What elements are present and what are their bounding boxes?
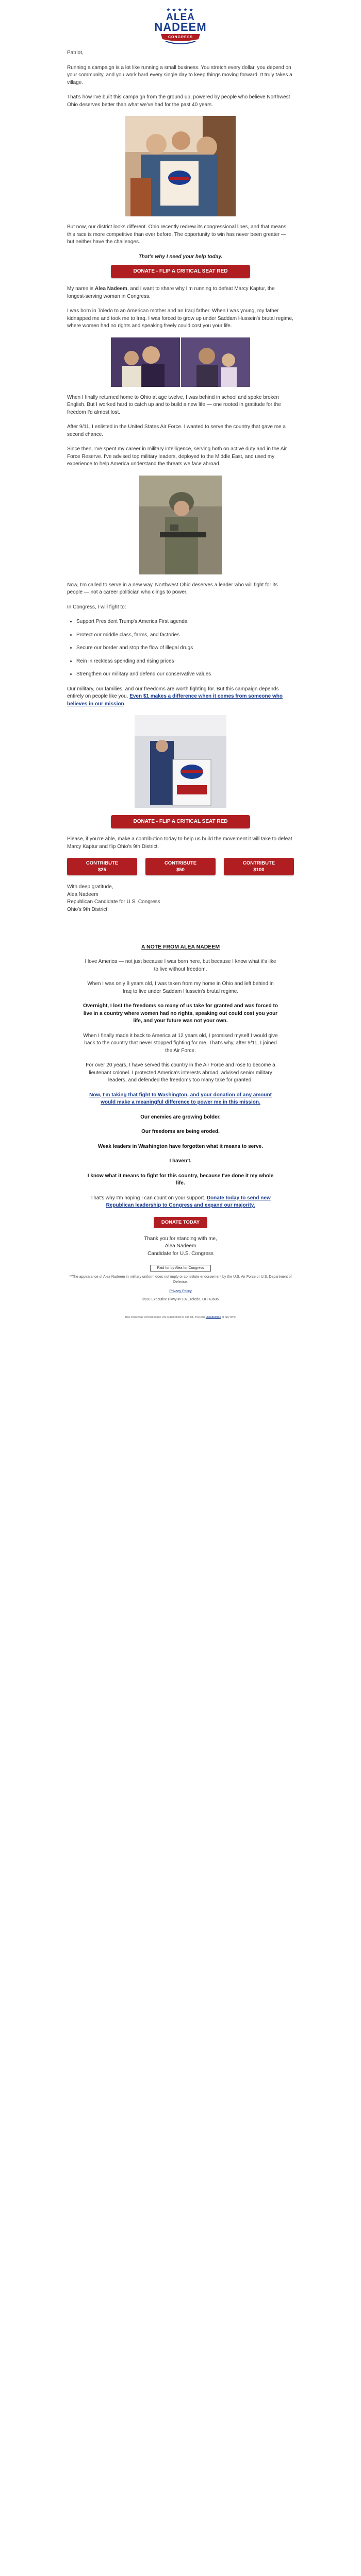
story-paragraph-6: Now, I'm called to serve in a new way. Northwest Ohio deserves a leader who will fight for its people — not a career politician who clings to power. — [67, 582, 278, 595]
story-paragraph-3: When I finally returned home to Ohio at age twelve, I was behind in school and spoke broken English. But I worked hard to catch up and to build a new life — one rooted in gratitude for the freedom I'd almost lost. — [67, 394, 281, 415]
goal-item: • Rein in reckless spending and rising prices — [76, 658, 294, 666]
note-paragraph: I know what it means to fight for this country, because I've done it my whole life. — [87, 1173, 274, 1187]
note-paragraph: Our freedoms are being eroded. — [141, 1129, 220, 1135]
signature-block — [67, 884, 294, 913]
note-paragraph: When I finally made it back to America at 12 years old, I promised myself I would give back to the country that never stopped fighting for me. That's why, after 9/11, I joined the Air Force. — [83, 1032, 278, 1054]
note-section — [83, 958, 278, 1258]
donate-flip-seat-button-2[interactable]: DONATE - FLIP A CRITICAL SEAT RED — [111, 815, 250, 828]
paid-for-box: Paid for by Alea for Congress — [150, 1265, 211, 1272]
even-one-dollar-link[interactable]: Even $1 makes a difference when it comes from someone who believes in our mission — [67, 693, 283, 707]
campaign-booth-photo — [135, 715, 226, 808]
note-heading: A NOTE FROM ALEA NADEEM — [141, 944, 220, 950]
note-paragraph: Our enemies are growing bolder. — [140, 1114, 221, 1120]
signature-line-3: Republican Candidate for U.S. Congress — [67, 899, 160, 905]
privacy-policy-link[interactable]: Privacy Policy — [169, 1290, 192, 1294]
family-photo — [125, 116, 236, 216]
note-paragraph: I haven't. — [169, 1158, 192, 1164]
story-paragraph-2: I was born in Toledo to an American mother and an Iraqi father. When I was young, my father kidnapped me and took me to Iraq. I was forced to grow up under Saddam Hussein's brutal regime, where women had no rights and speaking freely could cost you your life. — [67, 308, 293, 329]
campaign-logo — [142, 5, 219, 46]
send-leadership-link[interactable]: Donate today to send new Republican leadership to Congress and expand our majority. — [106, 1195, 271, 1209]
childhood-photo-left — [111, 337, 180, 387]
signature-line-4: Ohio's 9th District — [67, 906, 108, 912]
intro-paragraph-1: Running a campaign is a lot like running a small business. You stretch every dollar, you depend on your community, and you work hard every single day to keep things moving forward. It truly takes a village. — [67, 64, 292, 86]
contribution-buttons — [67, 858, 294, 875]
intro-paragraph-2: That's how I've built this campaign from the ground up, powered by people who believe Northwest Ohio deserves better than what we've had for the past 40 years. — [67, 94, 290, 108]
goal-item: • Strengthen our military and defend our conservative values — [76, 671, 294, 679]
subscription-footer: This email was sent because you subscribed to our list. You can unsubscribe at any time. — [124, 1316, 237, 1319]
support-paragraph-2: Please, if you're able, make a contribution today to help us build the movement it will take to defeat Marcy Kaptur and flip Ohio's 9th District. — [67, 836, 292, 850]
donate-flip-seat-button[interactable]: DONATE - FLIP A CRITICAL SEAT RED — [111, 265, 250, 278]
washington-donate-link[interactable]: Now, I'm taking that fight to Washington, and your donation of any amount would make a meaningful difference to power me in this mission. — [89, 1092, 272, 1106]
story-paragraph-7: In Congress, I will fight to: — [67, 604, 126, 610]
candidate-name: Alea Nadeem — [94, 286, 127, 292]
logo-stars: ★★★★★ — [166, 7, 195, 12]
contribute-100-button[interactable]: CONTRIBUTE $100 — [224, 858, 294, 875]
story-paragraph-1: My name is Alea Nadeem, and I want to share why I'm running to defeat Marcy Kaptur, the longest-serving woman in Congress. — [67, 286, 275, 299]
goals-list — [76, 618, 294, 679]
story-paragraph-5: Since then, I've spent my career in military intelligence, serving both on active duty and in the Air Force Reserve. I've advised top military leaders, deployed to the Middle East, and used my experience to help America understand the threats we face abroad. — [67, 446, 287, 467]
salutation: Patriot, — [67, 50, 84, 56]
contribute-50-button[interactable]: CONTRIBUTE $50 — [145, 858, 216, 875]
goal-item: • Secure our border and stop the flow of illegal drugs — [76, 645, 294, 652]
logo-line2: NADEEM — [154, 21, 207, 33]
logo-line3: CONGRESS — [168, 36, 193, 39]
military-photo — [139, 476, 222, 574]
note-paragraph: For over 20 years, I have served this country in the Air Force and rose to become a lieutenant colonel. I protected America's interests abroad, advised senior military leaders, and defended the freedoms too many take for granted. — [86, 1062, 275, 1083]
logo-line1: ALEA — [166, 12, 195, 23]
childhood-photos — [67, 337, 294, 387]
contribute-25-button[interactable]: CONTRIBUTE $25 — [67, 858, 137, 875]
intro-paragraph-3: But now, our district looks different. Ohio recently redrew its congressional lines, and that means this race is more competitive than ever before. The opportunity to win has never been greater — but neither have the challenges. — [67, 224, 287, 245]
note-paragraph: Weak leaders in Washington have forgotten what it means to serve. — [97, 1143, 264, 1149]
support-paragraph-1: Our military, our families, and our freedoms are worth fighting for. But this campaign depends entirely on people like you. Even $1 makes a difference when it comes from someone who believes in our mission. — [67, 686, 283, 707]
note-closing: Thank you for standing with me, Alea Nadeem Candidate for U.S. Congress — [144, 1235, 217, 1257]
goal-item: • Support President Trump's America First agenda — [76, 618, 294, 626]
story-paragraph-4: After 9/11, I enlisted in the United States Air Force. I wanted to serve the country that gave me a second chance. — [67, 424, 286, 437]
signature-line-1: With deep gratitude, — [67, 884, 113, 890]
goal-item: • Protect our middle class, farms, and factories — [76, 632, 294, 639]
tagline: That's why I need your help today. — [138, 253, 223, 260]
signature-line-2: Alea Nadeem — [67, 891, 99, 897]
unsubscribe-link[interactable]: unsubscribe — [205, 1316, 221, 1319]
mailing-address: 3930 Executive Pkwy #7107, Toledo, OH 43606 — [142, 1298, 219, 1302]
note-paragraph: That's why I'm hoping I can count on your support. Donate today to send new Republican leadership to Congress and expand our majority. — [90, 1195, 271, 1209]
donate-today-button[interactable]: DONATE TODAY — [154, 1217, 207, 1228]
note-paragraph: When I was only 8 years old, I was taken from my home in Ohio and left behind in Iraq to live under Saddam Hussein's brutal regime. — [87, 981, 274, 994]
note-paragraph: I love America — not just because I was born here, but because I know what it's like to live without freedom. — [85, 959, 276, 972]
uniform-disclaimer: **The appearance of Alea Nadeem in military uniform does not imply or constitute endorsement by the U.S. Air Force or U.S. Department of Defense. — [69, 1275, 292, 1284]
note-paragraph: Overnight, I lost the freedoms so many of us take for granted and was forced to live in a country where women had no rights, speaking out could cost you your life, and your future was not your own. — [83, 1003, 278, 1024]
childhood-photo-right — [181, 337, 250, 387]
